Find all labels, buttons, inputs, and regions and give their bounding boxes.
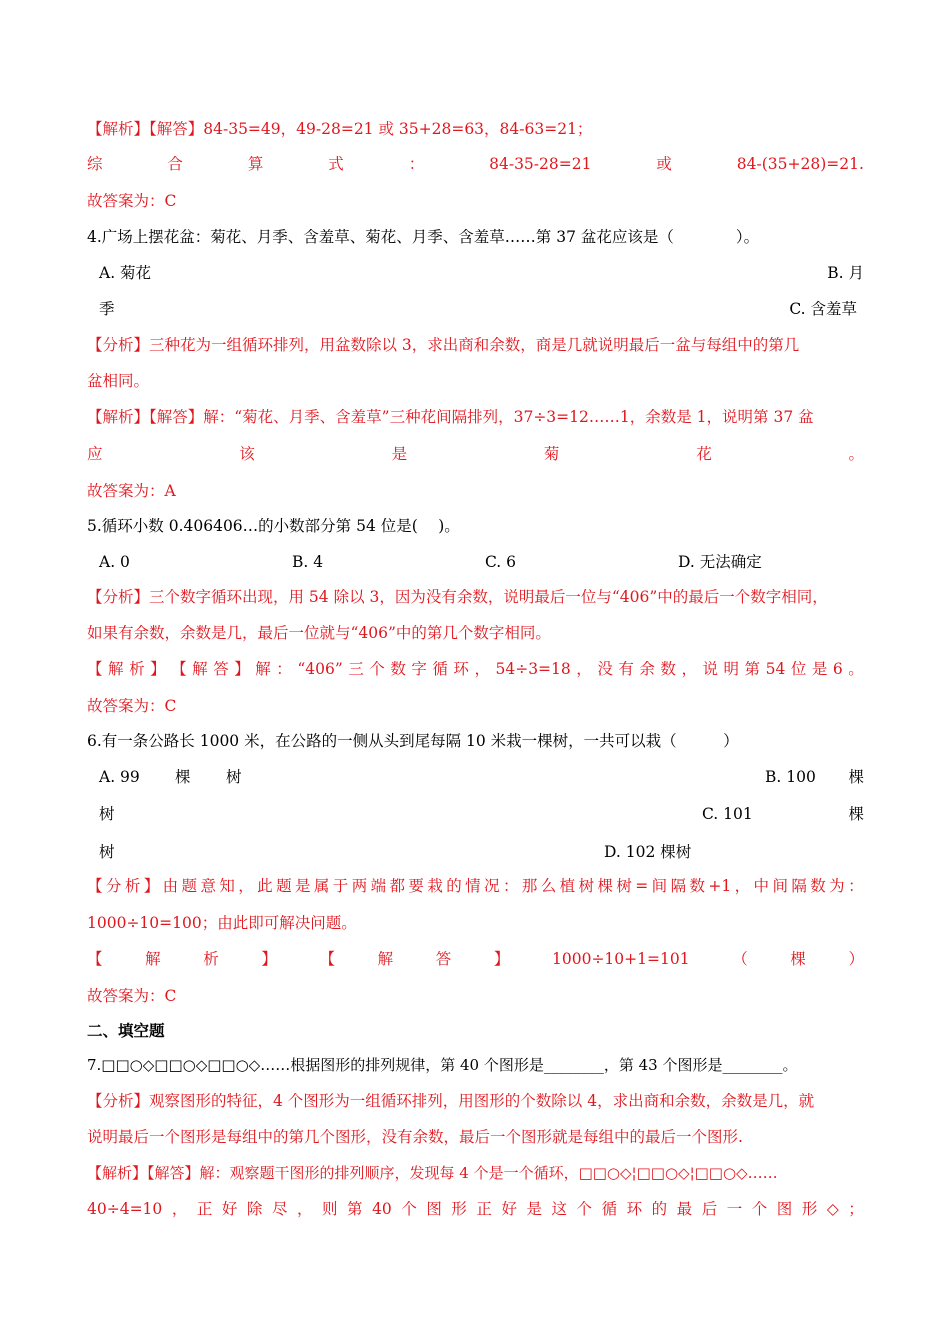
q6-analysis-line2: 1000÷10=100；由此即可解决问题。 <box>87 914 357 932</box>
text-part: 综 <box>87 155 103 173</box>
q4-analysis-line1: 【分析】三种花为一组循环排列，用盆数除以 3，求出商和余数，商是几就说明最后一盆与每组中的第几 <box>87 336 800 354</box>
text-part: 题 <box>276 877 292 895</box>
q5-option-b[interactable]: B. 4 <box>292 553 324 571</box>
q3-answer-line1: 【解析】【解答】84-35=49，49-28=21 或 35+28=63，84-63=21； <box>87 120 593 138</box>
text-part: 一 <box>726 1200 743 1218</box>
text-part: 】 <box>234 660 250 678</box>
q6-option-b-unit: 棵 <box>848 768 864 786</box>
text-part: 要 <box>408 877 424 895</box>
text-part: 解 <box>377 950 394 968</box>
text-part: 析 <box>129 660 145 678</box>
text-part: 个 <box>369 660 385 678</box>
text-part: ： <box>408 155 425 173</box>
q7-stem: 7.□□○◇□□○◇□□○◇……根据图形的排列规律，第 40 个图形是________，第 43 个图形是________。 <box>87 1056 798 1074</box>
text-part: ： <box>276 660 292 678</box>
text-part: 由 <box>162 877 179 895</box>
text-part: = <box>635 877 649 895</box>
text-part: 意 <box>200 877 216 895</box>
section-title: 二、填空题 <box>87 1022 165 1040</box>
text-part: ， <box>238 877 254 895</box>
text-part: 图 <box>426 1200 442 1218</box>
text-part: 是 <box>526 1200 542 1218</box>
text-part: 】 <box>150 660 166 678</box>
text-part: 54÷3=18 <box>495 660 571 678</box>
text-part: “406” <box>297 660 343 678</box>
text-part: 棵 <box>790 950 806 968</box>
text-part: 第 <box>744 660 761 678</box>
text-part: ， <box>576 660 592 678</box>
text-part: 形 <box>451 1200 467 1218</box>
text-part: 后 <box>701 1200 718 1218</box>
text-part: ） <box>848 950 864 968</box>
q4-option-a[interactable]: A. 菊花 <box>99 264 152 282</box>
text-part: 字 <box>411 660 427 678</box>
text-part: 最 <box>676 1200 693 1218</box>
text-part: ， <box>681 660 697 678</box>
q6-answer-line <box>87 949 864 969</box>
text-part: 这 <box>551 1200 568 1218</box>
text-part: 。 <box>848 660 864 678</box>
q5-option-a[interactable]: A. 0 <box>99 553 130 571</box>
text-part: 树 <box>578 877 595 895</box>
text-part: 好 <box>221 1200 238 1218</box>
text-part: 知 <box>219 877 235 895</box>
text-part: 算 <box>247 155 264 173</box>
text-part: 正 <box>196 1200 213 1218</box>
text-part: 端 <box>370 877 387 895</box>
text-part: 有 <box>618 660 634 678</box>
text-part: ◇ <box>826 1200 839 1218</box>
text-part: 第 <box>347 1200 363 1218</box>
text-part: 题 <box>181 877 198 895</box>
text-part: 数 <box>660 660 676 678</box>
q4-analysis-line2: 盆相同。 <box>87 372 150 390</box>
text-part: 菊 <box>543 445 560 463</box>
text-part: 明 <box>723 660 740 678</box>
text-part: 数 <box>390 660 406 678</box>
text-part: 此 <box>257 877 273 895</box>
text-part: 属 <box>313 877 330 895</box>
text-part: 树 <box>616 877 632 895</box>
text-part: 说 <box>702 660 718 678</box>
text-part: 间 <box>772 877 788 895</box>
text-part: ； <box>848 1200 864 1218</box>
text-part: 该 <box>239 445 255 463</box>
text-part: 】 <box>143 877 160 895</box>
text-part: 式 <box>328 155 344 173</box>
q6-option-c-unit: 棵 <box>848 805 864 823</box>
text-part: 84-(35+28)=21. <box>736 155 864 173</box>
q4-answer-line1: 【解析】【解答】解：“菊花、月季、含羞草”三种花间隔排列，37÷3=12……1，余数是 1，说明第 37 盆 <box>87 408 814 426</box>
text-part: 应 <box>87 445 103 463</box>
q6-analysis-line1 <box>87 876 864 896</box>
text-part: 是 <box>391 445 408 463</box>
text-part: 【 <box>87 660 103 678</box>
text-part: 合 <box>167 155 183 173</box>
q7-analysis-line2: 说明最后一个图形是每组中的第几个图形，没有余数，最后一个图形就是每组中的最后一个图形. <box>87 1128 743 1146</box>
text-part: 个 <box>401 1200 417 1218</box>
text-part: （ <box>732 950 748 968</box>
text-part: 余 <box>639 660 655 678</box>
text-part: 个 <box>576 1200 593 1218</box>
text-part: 两 <box>351 877 368 895</box>
text-part: 于 <box>332 877 349 895</box>
q4-option-c[interactable]: C. 含羞草 <box>789 300 857 318</box>
text-part: 隔 <box>791 877 807 895</box>
text-part: 都 <box>389 877 406 895</box>
q6-option-b-unit2: 树 <box>99 805 115 823</box>
q5-analysis-line1: 【分析】三个数字循环出现，用 54 除以 3，因为没有余数，说明最后一位与“406”中的最后一个数字相同， <box>87 588 828 606</box>
text-part: 栽 <box>427 877 443 895</box>
q4-options-row2 <box>99 299 864 319</box>
q6-conclusion: 故答案为：C <box>87 987 177 1005</box>
text-part: 40÷4=10 <box>87 1200 163 1218</box>
text-part: 【 <box>319 950 336 968</box>
text-part: 54 <box>765 660 786 678</box>
text-part: 或 <box>656 155 672 173</box>
q4-option-b-cont: 季 <box>99 300 115 318</box>
text-part: 除 <box>246 1200 263 1218</box>
text-part: 数 <box>810 877 826 895</box>
q5-conclusion: 故答案为：C <box>87 697 177 715</box>
q7-answer-line1: 【解析】【解答】解：观察题干图形的排列顺序，发现每 4 个是一个循环，□□○◇¦□□○◇¦□□○◇…… <box>87 1164 778 1182</box>
q5-option-c[interactable]: C. 6 <box>485 553 517 571</box>
text-part: 循 <box>601 1200 618 1218</box>
text-part: 】 <box>261 950 277 968</box>
text-part: 情 <box>465 877 481 895</box>
q4-option-b[interactable]: B. 月 <box>827 264 864 282</box>
text-part: 解 <box>192 660 208 678</box>
q5-options <box>99 552 876 572</box>
text-part: ， <box>296 1200 313 1218</box>
q6-option-d[interactable]: D. 102 棵树 <box>604 843 692 861</box>
text-part: ： <box>502 877 519 895</box>
text-part: ， <box>171 1200 188 1218</box>
text-part: 【 <box>171 660 187 678</box>
q5-analysis-line2: 如果有余数，余数是几，最后一位就与“406”中的第几个数字相同。 <box>87 624 551 642</box>
q6-option-a-unit2: 树 <box>226 768 242 786</box>
q4-stem: 4.广场上摆花盆：菊花、月季、含羞草、菊花、月季、含羞草……第 37 盆花应该是（ ）。 <box>87 228 760 246</box>
q6-option-a-unit1: 棵 <box>175 768 191 786</box>
text-part: 况 <box>484 877 500 895</box>
q4-answer-line2 <box>87 444 864 464</box>
text-part: 棵 <box>597 877 613 895</box>
q3-conclusion: 故答案为：C <box>87 192 177 210</box>
q5-answer-line <box>87 659 864 679</box>
text-part: 数 <box>689 877 705 895</box>
text-part: 1000÷10+1=101 <box>552 950 690 968</box>
text-part: 解 <box>255 660 271 678</box>
text-part: 84-35-28=21 <box>489 155 592 173</box>
text-part: +1 <box>708 877 732 895</box>
text-part: 么 <box>540 877 557 895</box>
text-part: 隔 <box>670 877 687 895</box>
q6-option-a[interactable]: A. 99 <box>99 768 140 786</box>
text-part: 解 <box>108 660 124 678</box>
text-part: 答 <box>213 660 229 678</box>
text-part: 中 <box>753 877 770 895</box>
text-part: 答 <box>435 950 452 968</box>
text-part: 的 <box>651 1200 668 1218</box>
text-part: 分 <box>105 877 122 895</box>
text-part: 没 <box>597 660 613 678</box>
text-part: 循 <box>432 660 448 678</box>
text-part: 尽 <box>271 1200 288 1218</box>
q7-analysis-line1: 【分析】观察图形的特征，4 个图形为一组循环排列，用图形的个数除以 4，求出商和余数，余数是几，就 <box>87 1092 815 1110</box>
text-part: 的 <box>446 877 462 895</box>
q7-answer-line2 <box>87 1199 864 1219</box>
text-part: 解 <box>145 950 161 968</box>
text-part: 好 <box>501 1200 517 1218</box>
q4-options-row1 <box>99 263 864 283</box>
text-part: 植 <box>559 877 576 895</box>
text-part: 环 <box>626 1200 643 1218</box>
text-part: 析 <box>124 877 141 895</box>
text-part: 花 <box>696 445 712 463</box>
text-part: 那 <box>521 877 538 895</box>
q6-option-b[interactable]: B. 100 <box>765 768 816 786</box>
text-part: 三 <box>348 660 364 678</box>
text-part: 则 <box>322 1200 338 1218</box>
text-part: 【 <box>87 950 103 968</box>
text-part: 个 <box>751 1200 768 1218</box>
q6-option-c[interactable]: C. 101 <box>702 805 753 823</box>
text-part: 析 <box>203 950 219 968</box>
text-part: 环 <box>453 660 469 678</box>
text-part: ， <box>734 877 751 895</box>
text-part: 】 <box>493 950 510 968</box>
q5-stem: 5.循环小数 0.406406…的小数部分第 54 位是( )。 <box>87 517 460 535</box>
q6-option-c-unit2: 树 <box>99 843 115 861</box>
text-part: 间 <box>651 877 668 895</box>
text-part: ： <box>848 877 864 895</box>
q6-stem: 6.有一条公路长 1000 米，在公路的一侧从头到尾每隔 10 米栽一棵树，一共可以栽（ ） <box>87 732 739 750</box>
text-part: 40 <box>372 1200 392 1218</box>
text-part: 。 <box>848 445 864 463</box>
text-part: 正 <box>476 1200 492 1218</box>
text-part: 形 <box>801 1200 818 1218</box>
text-part: 为 <box>829 877 845 895</box>
q4-conclusion: 故答案为：A <box>87 482 176 500</box>
text-part: 6 <box>832 660 843 678</box>
q3-answer-line2 <box>87 154 864 174</box>
text-part: 是 <box>294 877 311 895</box>
text-part: 【 <box>87 877 103 895</box>
text-part: 位 <box>790 660 807 678</box>
text-part: 是 <box>811 660 828 678</box>
text-part: 图 <box>776 1200 793 1218</box>
text-part: ， <box>474 660 490 678</box>
q5-option-d[interactable]: D. 无法确定 <box>678 553 762 571</box>
